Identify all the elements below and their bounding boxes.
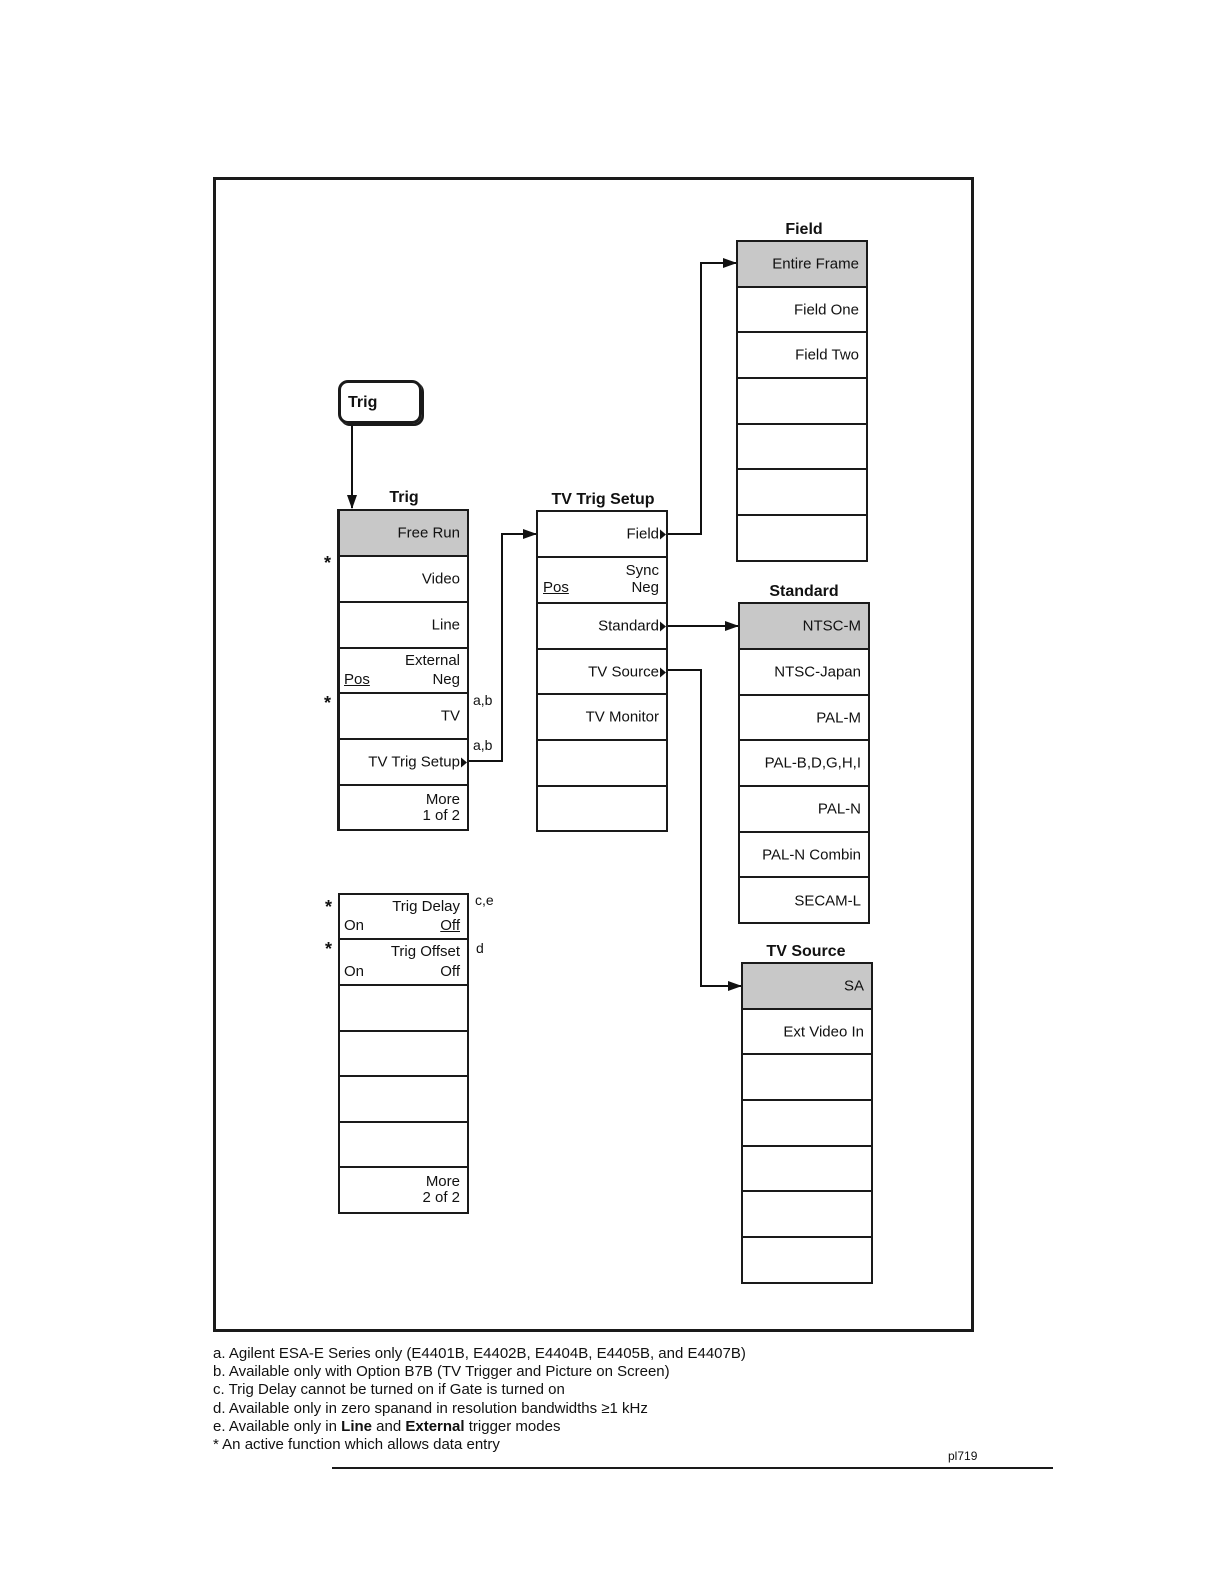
footnote-e-suffix: trigger modes: [464, 1417, 561, 1435]
softkey-pal-n-combin-label: PAL-N Combin: [762, 846, 861, 863]
softkey-line-label: Line: [431, 616, 460, 634]
softkey-external-neg: Neg: [432, 671, 460, 688]
softkey-pal-n-label: PAL-N: [817, 800, 861, 818]
softkey-ntsc-m-label: NTSC-M: [802, 617, 861, 635]
softkey-trig-delay-on: On: [344, 917, 365, 934]
softkey-trig-offset-label: Trig Offset: [390, 943, 460, 960]
softkey-tv-label: TV: [440, 707, 460, 725]
softkey-blank: [743, 1147, 871, 1192]
softkey-blank: [743, 1101, 871, 1147]
submenu-arrow-icon: [461, 758, 467, 768]
softkey-more-label: More: [425, 1173, 460, 1190]
figure-id: pl719: [948, 1449, 978, 1463]
footnote-ref-tv: a,b: [473, 692, 493, 708]
softkey-video[interactable]: [340, 557, 467, 603]
softkey-trig-offset-on: On: [344, 963, 365, 980]
softkey-more-page: 1 of 2: [422, 807, 460, 824]
tv-trig-setup-menu: [536, 510, 668, 832]
footnote-e-external: External: [405, 1417, 465, 1435]
footnote-b: b. Available only with Option B7B (TV Trigger and Picture on Screen): [213, 1363, 670, 1381]
softkey-trig-delay-label: Trig Delay: [392, 898, 460, 915]
softkey-tv-trig-setup-label: TV Trig Setup: [368, 753, 460, 771]
softkey-standard[interactable]: [538, 604, 666, 650]
active-function-mark-tv: *: [324, 693, 332, 713]
footnote-ref-tv-trig-setup: a,b: [473, 737, 493, 753]
softkey-blank: [340, 1077, 467, 1123]
softkey-sync-neg: Neg: [631, 579, 659, 596]
submenu-arrow-icon: [660, 530, 666, 540]
footnotes: [213, 1345, 746, 1454]
softkey-blank: [738, 470, 866, 516]
softkey-field-one-label: Field One: [793, 301, 859, 318]
softkey-ntsc-japan-label: NTSC-Japan: [774, 663, 861, 681]
footnote-e-line: Line: [341, 1417, 372, 1435]
softkey-sync[interactable]: [538, 558, 666, 604]
tv-source-menu: [741, 962, 873, 1284]
footnote-star: * An active function which allows data entry: [213, 1436, 500, 1454]
softkey-ext-video-in[interactable]: [743, 1010, 871, 1055]
softkey-more-label: More: [425, 791, 460, 808]
footnote-d: d. Available only in zero spanand in resolution bandwidths ≥1 kHz: [213, 1399, 648, 1417]
softkey-tv[interactable]: [340, 694, 467, 740]
tv-trig-setup-menu-title: TV Trig Setup: [551, 491, 655, 508]
softkey-external[interactable]: [340, 649, 467, 694]
softkey-pal-bdghi[interactable]: [740, 741, 868, 787]
submenu-arrow-icon: [660, 622, 666, 632]
softkey-entire-frame-label: Entire Frame: [772, 255, 859, 273]
softkey-pal-m-label: PAL-M: [816, 709, 861, 726]
softkey-blank: [538, 741, 666, 787]
trig-menu-title: Trig: [389, 489, 419, 506]
softkey-sa-label: SA: [843, 977, 864, 995]
softkey-field-one[interactable]: [738, 288, 866, 333]
softkey-blank: [340, 1032, 467, 1077]
softkey-more-page: 2 of 2: [422, 1189, 460, 1206]
softkey-tv-monitor[interactable]: [538, 695, 666, 741]
softkey-sync-label: Sync: [625, 562, 659, 579]
arrow-field-to-fieldmenu: [666, 263, 736, 534]
softkey-field-two-label: Field Two: [795, 346, 859, 364]
footnote-ref-trig-delay: c,e: [475, 892, 494, 908]
softkey-blank: [743, 1055, 871, 1101]
softkey-field-label: Field: [626, 525, 659, 543]
footnote-ref-trig-offset: d: [476, 940, 484, 956]
softkey-pal-bdghi-label: PAL-B,D,G,H,I: [764, 754, 861, 772]
footnote-a: a. Agilent ESA-E Series only (E4401B, E4402B, E4404B, E4405B, and E4407B): [213, 1345, 746, 1362]
bottom-rule: [332, 1467, 1053, 1469]
softkey-external-pos: Pos: [344, 671, 370, 688]
submenu-arrow-icon: [660, 667, 666, 677]
active-function-mark-trig-offset: *: [325, 939, 333, 959]
softkey-sync-pos: Pos: [543, 579, 569, 596]
softkey-ntsc-japan[interactable]: [740, 650, 868, 696]
softkey-secam-l-label: SECAM-L: [794, 892, 861, 910]
trig-menu-page2: [338, 893, 469, 1214]
softkey-field-two[interactable]: [738, 333, 866, 379]
softkey-pal-n-combin[interactable]: [740, 833, 868, 878]
standard-menu-title: Standard: [769, 583, 839, 600]
softkey-standard-label: Standard: [598, 617, 659, 635]
tv-source-menu-title: TV Source: [766, 943, 846, 960]
softkey-video-label: Video: [421, 570, 460, 588]
softkey-blank: [340, 986, 467, 1032]
softkey-field[interactable]: [538, 512, 666, 558]
softkey-more-2of2[interactable]: [340, 1168, 467, 1214]
softkey-blank: [340, 1123, 467, 1168]
softkey-entire-frame[interactable]: [738, 242, 866, 288]
softkey-blank: [743, 1238, 871, 1284]
softkey-tv-source[interactable]: [538, 650, 666, 695]
softkey-tv-source-label: TV Source: [588, 663, 659, 680]
softkey-free-run[interactable]: [340, 511, 467, 557]
trig-hardkey[interactable]: [338, 380, 422, 424]
softkey-external-label: External: [404, 652, 460, 669]
softkey-trig-offset-off: Off: [440, 963, 460, 980]
standard-menu: [738, 602, 870, 924]
softkey-line[interactable]: [340, 603, 467, 649]
arrow-tvtrigsetup-to-tvsetup: [468, 534, 536, 761]
trig-menu-page1: [337, 509, 469, 831]
softkey-pal-m[interactable]: [740, 696, 868, 741]
softkey-trig-offset[interactable]: [340, 940, 467, 986]
softkey-ntsc-m[interactable]: [740, 604, 868, 650]
softkey-trig-delay[interactable]: [340, 895, 467, 940]
softkey-tv-monitor-label: TV Monitor: [585, 708, 659, 726]
footnote-c: c. Trig Delay cannot be turned on if Gate is turned on: [213, 1381, 565, 1399]
softkey-blank: [738, 425, 866, 470]
footnote-e-prefix: e. Available only in: [213, 1417, 342, 1435]
softkey-ext-video-in-label: Ext Video In: [783, 1023, 864, 1040]
softkey-blank: [738, 379, 866, 425]
softkey-trig-delay-off: Off: [440, 917, 460, 934]
trig-hardkey-label: Trig: [348, 394, 378, 411]
softkey-more-1of2[interactable]: [340, 786, 467, 831]
softkey-blank: [738, 516, 866, 562]
softkey-secam-l[interactable]: [740, 878, 868, 924]
softkey-blank: [743, 1192, 871, 1238]
softkey-pal-n[interactable]: [740, 787, 868, 833]
footnote-e-and: and: [372, 1417, 406, 1435]
softkey-blank: [538, 787, 666, 832]
softkey-free-run-label: Free Run: [397, 524, 460, 542]
field-menu-title: Field: [785, 221, 823, 238]
active-function-mark-video: *: [324, 553, 332, 573]
active-function-mark-trig-delay: *: [325, 897, 333, 917]
arrow-tvsource-to-tvsourcemenu: [666, 670, 741, 986]
softkey-sa[interactable]: [743, 964, 871, 1010]
field-menu: [736, 240, 868, 562]
softkey-tv-trig-setup[interactable]: [340, 740, 467, 786]
footnote-e: [213, 1418, 746, 1436]
